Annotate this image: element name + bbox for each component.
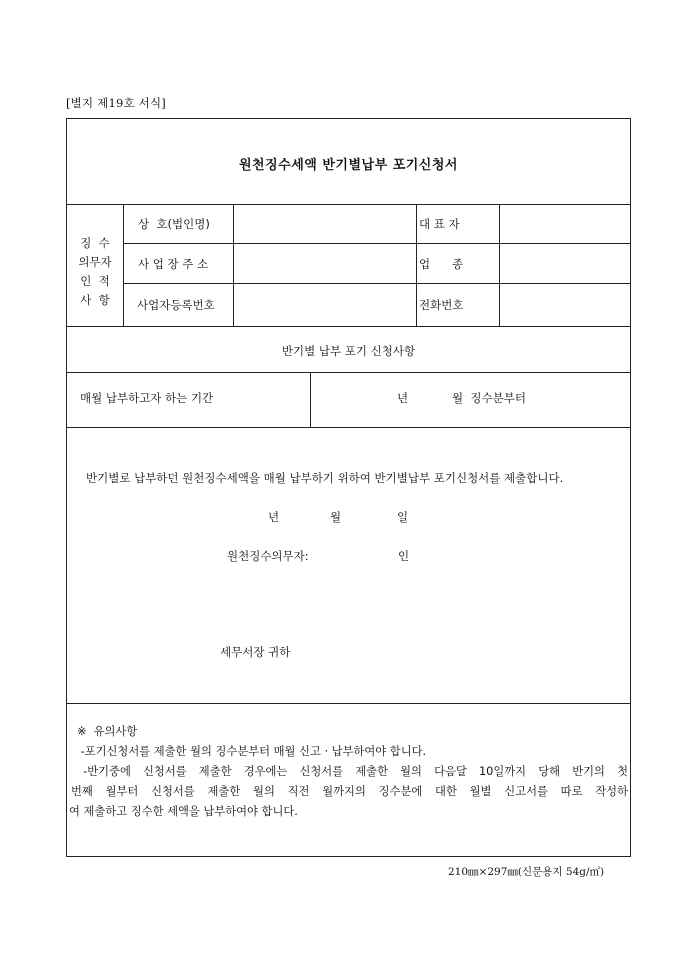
label-representative: 대 표 자 [419,217,460,231]
divider-application-heading [67,372,630,373]
note-line-2: -반기중에 신청서를 제출한 경우에는 신청서를 제출한 월의 다음달 10일까지 당해 반기의 첫 [71,765,628,778]
label-company-name: 상 호(법인명) [138,217,210,231]
label-monthly-period: 매월 납부하고자 하는 기간 [80,391,214,405]
applicant-heading-line: 인 적 [80,274,110,288]
divider-label-col [233,204,234,326]
application-section-heading: 반기별 납부 포기 신청사항 [281,344,416,358]
applicant-heading-line: 사 항 [80,293,110,307]
date-day: 일 [397,510,409,524]
divider-value-col [416,204,417,326]
divider-row-1 [123,243,630,244]
divider-notes [67,703,630,704]
note-line-4: 여 제출하고 징수한 세액을 납부하여야 합니다. [69,805,298,818]
form-title: 원천징수세액 반기별납부 포기신청서 [239,158,458,173]
seal-mark[interactable]: 인 [398,549,410,563]
label-business-type: 업 종 [419,257,464,271]
divider-applicant-head [123,204,124,326]
addressee: 세무서장 귀하 [220,645,291,659]
paper-spec: 210㎜×297㎜(신문용지 54g/㎡) [448,866,605,878]
label-registration-number: 사업자등록번호 [137,298,215,312]
label-business-address: 사 업 장 주 소 [138,257,209,271]
divider-applicant-end [67,326,630,327]
date-month: 월 [330,510,342,524]
statement-text: 반기별로 납부하던 원천징수세액을 매월 납부하기 위하여 반기별납부 포기신청서를 제출합니다. [86,471,564,485]
divider-title [67,204,630,205]
divider-row-2 [123,283,630,284]
date-year: 년 [268,510,280,524]
note-line-1: -포기신청서를 제출한 월의 징수분부터 매월 신고 · 납부하여야 합니다. [77,745,427,758]
notes-section [67,722,630,822]
divider-right-label-col [499,204,500,326]
applicant-heading-line: 의무자 [78,255,112,269]
label-phone-number: 전화번호 [419,298,464,312]
signer-label: 원천징수의무자: [227,549,309,563]
applicant-section-heading [67,234,123,310]
divider-period-row [67,427,630,428]
divider-period-col [310,372,311,427]
form-number-label: [별지 제19호 서식] [66,96,166,110]
note-line-3: 번째 월부터 신청서를 제출한 월의 직전 월까지의 징수분에 대한 월별 신고서를 따로 작성하 [71,785,628,798]
application-form [66,118,631,857]
applicant-heading-line: 징 수 [80,236,110,250]
notes-heading: ※ 유의사항 [77,725,138,738]
monthly-period-field[interactable]: 년 월 징수분부터 [397,391,526,405]
